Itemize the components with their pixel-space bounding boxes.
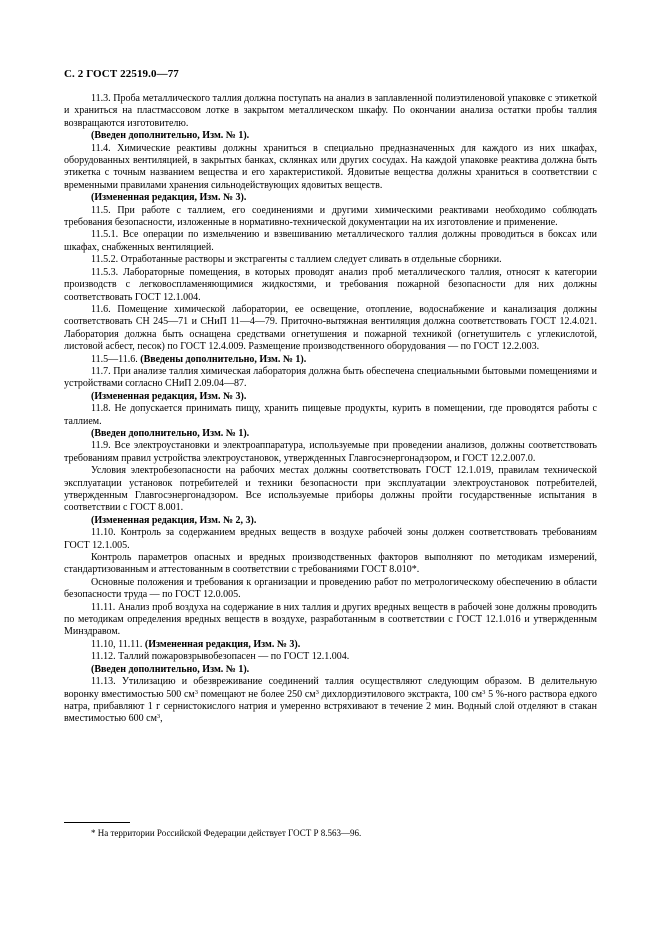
paragraph-11-10: 11.10. Контроль за содержанием вредных веществ в воздухе рабочей зоны должен соответствовать требованиям ГОСТ 12.1.005.	[64, 527, 597, 551]
amendment-note: (Измененная редакция, Изм. № 3).	[91, 192, 247, 204]
amendment-note-11-10-11-11	[64, 639, 597, 651]
amendment-note: (Введен дополнительно, Изм. № 1).	[91, 130, 250, 142]
amendment-note: (Измененная редакция, Изм. № 2, 3).	[91, 514, 257, 526]
document-body	[64, 93, 597, 726]
paragraph-11-13	[64, 676, 597, 726]
superscript: 3	[194, 688, 198, 696]
paragraph-11-5-2: 11.5.2. Отработанные растворы и экстрагенты с таллием следует сливать в отдельные сборники.	[91, 254, 502, 266]
footnote: * На территории Российской Федерации действует ГОСТ Р 8.563—96.	[91, 828, 362, 838]
paragraph-11-5-1: 11.5.1. Все операции по измельчению и взвешиванию металлического таллия должны проводиться в боксах или шкафах, снабженных вентиляцией.	[64, 229, 597, 253]
paragraph-11-9: 11.9. Все электроустановки и электроаппаратура, используемые при проведении анализов, должны соответствовать требованиям правил устройства электроустановок, утвержденных Главгосэнергонадзором, и ГОСТ 12.2.007.0.	[64, 440, 597, 464]
amendment-note: (Введен дополнительно, Изм. № 1).	[91, 427, 250, 439]
paragraph-11-9-electrical-safety: Условия электробезопасности на рабочих местах должны соответствовать ГОСТ 12.1.019, правилам технической эксплуатации установок потребителей и техники безопасности при эксплуатации электроустановок потребителей, утвержденным Главгосэнергонадзором. Все используемые приборы должны пройти государственные испытания в соответствии с ГОСТ 8.001.	[64, 465, 597, 514]
paragraph-11-5-3: 11.5.3. Лабораторные помещения, в которых проводят анализ проб металлического таллия, относят к категории производств с легковоспламеняющимися жидкостями, и требования пожарной безопасности для них должны соответствовать ГОСТ 12.1.004.	[64, 266, 597, 303]
text-run: дихлордиэтилового экстракта, 100 см	[318, 688, 483, 700]
paragraph-11-5: 11.5. При работе с таллием, его соединениями и другими химическими реактивами необходимо соблюдать требования безопасности, изложенные в нормативно-технической документации на их изготовление и применение.	[64, 204, 597, 229]
text-run: помещают не более 250 см	[197, 688, 316, 700]
paragraph-11-3: 11.3. Проба металлического таллия должна поступать на анализ в заплавленной полиэтиленовой упаковке с этикеткой и храниться на пластмассовом лотке в закрытом металлическом шкафу. По окончании анализа остатки пробы таллия возвращаются изготовителю.	[64, 93, 597, 129]
page-header: С. 2 ГОСТ 22519.0—77	[64, 68, 179, 80]
amendment-note-text: (Измененная редакция, Изм. № 3).	[144, 638, 301, 650]
paragraph-11-10-metrology: Основные положения и требования к организации и проведению работ по метрологическому обеспечению в области безопасности труда — по ГОСТ 12.0.005.	[64, 576, 597, 601]
amendment-note-prefix: 11.10, 11.11.	[91, 638, 143, 650]
amendment-note-text: (Введены дополнительно, Изм. № 1).	[140, 353, 307, 365]
superscript: 3	[482, 688, 486, 696]
amendment-note-11-5-11-6	[64, 354, 597, 366]
amendment-note: (Измененная редакция, Изм. № 3).	[91, 390, 247, 402]
paragraph-11-8: 11.8. Не допускается принимать пищу, хранить пищевые продукты, курить в помещении, где проводятся работы с таллием.	[64, 403, 597, 427]
footnote-divider	[64, 822, 130, 823]
paragraph-11-12: 11.12. Таллий пожаровзрывобезопасен — по ГОСТ 12.1.004.	[91, 651, 350, 663]
amendment-note: (Введен дополнительно, Изм. № 1).	[91, 663, 250, 675]
superscript: 3	[156, 713, 161, 721]
paragraph-11-11: 11.11. Анализ проб воздуха на содержание в них таллия и других вредных веществ в рабочей зоне должны проводить по методикам определения вредных веществ в воздухе, разработанным в соответствии с ГОСТ 12.1.016 и утвержденным Минздравом.	[64, 601, 597, 638]
superscript: 3	[315, 688, 319, 696]
text-run: 5 %-ного раствора едкого натра, прибавляют 1 г сернистокислого натрия и умеренно встряхивают в течение 2 мин. Водный слой отделяют в стакан вместимостью 600 см	[64, 688, 597, 725]
paragraph-11-6: 11.6. Помещение химической лаборатории, ее освещение, отопление, водоснабжение и канализация должны соответствовать СН 245—71 и СНиП 11—4—79. Приточно-вытяжная вентиляция должна соответствовать ГОСТ 12.4.021. Лаборатория должна быть оснащена средствами огнетушения и пожарной техникой (огнетушитель с углекислотой, листовой асбест, песок) по ГОСТ 12.4.009. Размещение производственного оборудования — по ГОСТ 12.2.003.	[64, 303, 597, 353]
paragraph-11-10-control: Контроль параметров опасных и вредных производственных факторов выполняют по методикам измерений, стандартизованным и аттестованным в соответствии с требованиями ГОСТ 8.010*.	[64, 552, 597, 576]
text-run: ,	[160, 713, 163, 725]
paragraph-11-4: 11.4. Химические реактивы должны храниться в специально предназначенных для каждого из них шкафах, оборудованных вентиляцией, в закрытых банках, склянках или других сосудах. На каждой упаковке реактива должна быть этикетка с точным названием вещества и его характеристикой. Ядовитые вещества должны храниться в соответствии с временными правилами хранения сильнодействующих ядовитых веществ.	[64, 142, 597, 191]
paragraph-11-7: 11.7. При анализе таллия химическая лаборатория должна быть обеспечена специальными бытовыми помещениями и устройствами согласно СНиП 2.09.04—87.	[64, 365, 597, 390]
text-run: 11.13. Утилизацию и обезвреживание соединений таллия осуществляют следующим образом. В делительную воронку вместимостью 500 см	[64, 676, 597, 700]
amendment-note-prefix: 11.5—11.6.	[91, 353, 138, 365]
